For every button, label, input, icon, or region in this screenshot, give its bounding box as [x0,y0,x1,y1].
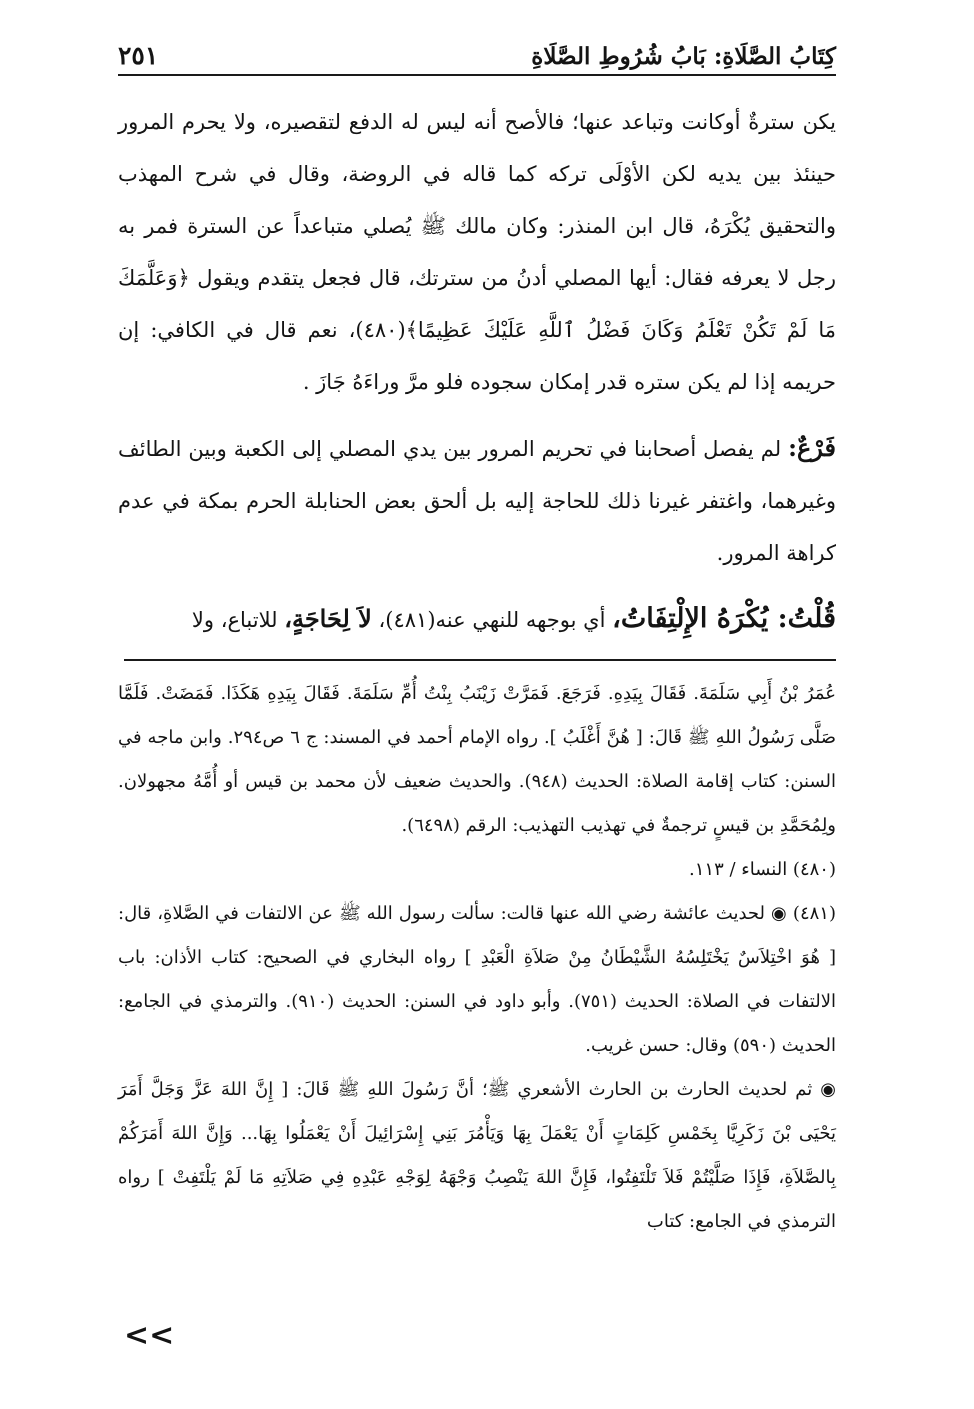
matn-phrase: لاَ لِحَاجَةٍ، [284,604,372,633]
running-header [118,28,836,76]
section-label: فَرْعٌ: [788,433,836,462]
paragraph-1: يكن سترةٌ أوكانت وتباعد عنها؛ فالأصح أنه ليس له الدفع لتقصيره، ولا يحرم المرور حينئذ بين يديه لكن الأوْلَى تركه كما قاله في الروضة، وقال في شرح المهذب والتحقيق يُكْرَهُ، قال ابن المنذر: وكان مالك ﷺ يُصلي متباعداً عن السترة فمر به رجل لا يعرفه فقال: أيها المصلي أدنُ من سترتك، قال فجعل يتقدم ويقول ﴿وَعَلَّمَكَ مَا لَمْ تَكُنْ تَعْلَمُ وَكَانَ فَضْلُ ٱللَّهِ عَلَيْكَ عَظِيمًا﴾(٤٨٠)، نعم قال في الكافي: إن حريمه إذا لم يكن ستره قدر إمكان سجوده فلو مرَّ وراءَهُ جَازَ . [118,110,836,394]
chapter-title: كِتَابُ الصَّلَاةِ: بَابُ شُرُوطِ الصَّلَاةِ [531,43,836,70]
continuation-arrows-icon: << [124,1318,175,1353]
footnote-481: (٤٨١) ◉ لحديث عائشة رضي الله عنها قالت: سألت رسول الله ﷺ عن الالتفات في الصَّلاةِ، قال: [ هُوَ اخْتِلاَسٌ يَخْتَلِسُهُ الشَّيْطَانُ مِنْ صَلاَةِ الْعَبْدِ ] رواه البخاري في الصحيح: كتاب الأذان: باب الالتفات في الصلاة: الحديث (٧٥١). وأبو داود في السنن: الحديث (٩١٠). والترمذي في الجامع: الحديث (٥٩٠) وقال: حسن غريب. [118,903,836,1056]
footnote-continuation: عُمَرُ بْنُ أَبِي سَلَمَةَ. فَقَالَ بِيَدِهِ. فَرَجَعَ. فَمَرَّتْ زَيْنَبُ بِنْتُ أُمِّ سَلَمَةَ. فَقَالَ بِيَدِهِ هَكَذَا. فَمَضَتْ. فَلَمَّا صَلَّى رَسُولُ اللهِ ﷺ قَالَ: [ هُنَّ أَغْلَبُ ]. رواه الإمام أحمد في المسند: ج ٦ ص٢٩٤. وابن ماجه في السنن: كتاب إقامة الصلاة: الحديث (٩٤٨). والحديث ضعيف لأن محمد بن قيس أو أُمَّهُ مجهولان. ولِمُحَمَّدِ بن قيسٍ ترجمةٌ في تهذيب التهذيب: الرقم (٦٤٩٨). [118,683,837,836]
footnotes [118,672,836,1244]
paragraph-2 [118,422,836,579]
main-text [118,96,836,646]
paragraph-3-text: أي بوجهه للنهي عنه(٤٨١)، [371,608,613,632]
footnote-481-second: ◉ ثم لحديث الحارث بن الحارث الأشعري ﷺ؛ أنَّ رَسُولَ اللهِ ﷺ قَالَ: [ إِنَّ اللهَ عَزَّ وَجَلَّ أَمَرَ يَحْيَى بْنَ زَكَرِيَّا بِخَمْسِ كَلِمَاتٍ أَنْ يَعْمَلَ بِهَا وَيَأْمُرَ بَنِي إِسْرَائِيلَ أَنْ يَعْمَلُوا بِهَا... وَإِنَّ اللهَ أَمَرَكُمْ بِالصَّلاَةِ، فَإِذَا صَلَّيْتُمْ فَلاَ تَلْتَفِتُوا، فَإِنَّ اللهَ يَنْصِبُ وَجْهَهُ لِوَجْهِ عَبْدِهِ فِي صَلاَتِهِ مَا لَمْ يَلْتَفِتْ ] رواه الترمذي في الجامع: كتاب [118,1079,836,1232]
paragraph-3 [118,593,836,646]
footnote-480: (٤٨٠) النساء / ١١٣. [689,859,836,880]
footnote-divider [124,659,836,661]
page-number: ٢٥١ [118,41,159,70]
paragraph-2-text: لم يفصل أصحابنا في تحريم المرور بين يدي المصلي إلى الكعبة وبين الطائف وغيرهما، واغتفر غيرنا ذلك للحاجة إليه بل ألحق بعض الحنابلة الحرم بمكة في عدم كراهة المرور. [118,437,836,565]
matn-lead: قُلْتُ: يُكْرَهُ الإِلْتِفَاتُ، [612,603,836,634]
paragraph-3-end: للاتباع، ولا [191,608,285,632]
